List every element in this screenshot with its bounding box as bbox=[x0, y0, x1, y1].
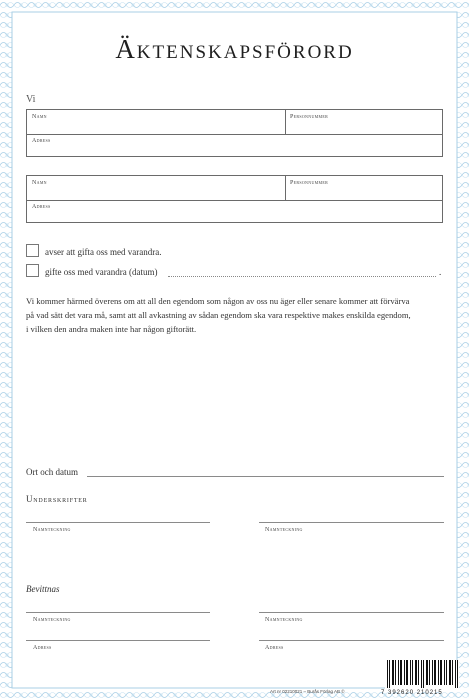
signature-line-right[interactable] bbox=[259, 522, 444, 523]
party1-address-field[interactable]: Adress bbox=[32, 138, 51, 144]
party2-box bbox=[26, 175, 443, 223]
article-number: Art nr 02210021 – Burås Förlag AB © bbox=[270, 689, 345, 694]
signature-line-left[interactable] bbox=[26, 522, 210, 523]
witness-address-label-right: Adress bbox=[265, 645, 284, 651]
option-married-label: gifte oss med varandra (datum) bbox=[45, 267, 158, 277]
witness-heading: Bevittnas bbox=[26, 584, 60, 594]
witness-address-line-right[interactable] bbox=[259, 640, 444, 641]
witness-signature-label-right: Namnteckning bbox=[265, 617, 303, 623]
place-date-line[interactable] bbox=[87, 476, 444, 477]
witness-address-line-left[interactable] bbox=[26, 640, 210, 641]
barcode bbox=[385, 660, 459, 692]
party2-address-field[interactable]: Adress bbox=[32, 204, 51, 210]
signature-label-left: Namnteckning bbox=[33, 527, 71, 533]
party1-name-field[interactable]: Namn bbox=[32, 114, 47, 120]
checkbox-intend-to-marry[interactable] bbox=[26, 244, 39, 257]
witness-address-label-left: Adress bbox=[33, 645, 52, 651]
party2-name-field[interactable]: Namn bbox=[32, 180, 47, 186]
agreement-text bbox=[26, 294, 444, 336]
agreement-line: på vad sätt det vara må, samt att all avkastning av sådan egendom ska vara respektive makes enskilda egendom, bbox=[26, 310, 411, 320]
option-end-period: . bbox=[439, 267, 442, 277]
document-title: Äktenskapsförord bbox=[115, 34, 354, 64]
signatures-heading: Underskrifter bbox=[26, 494, 88, 504]
place-date-label: Ort och datum bbox=[26, 467, 78, 477]
agreement-line: i vilken den andra maken inte har någon giftorätt. bbox=[26, 324, 197, 334]
party2-personnummer-field[interactable]: Personnummer bbox=[290, 180, 329, 186]
option-intend-to-marry-label: avser att gifta oss med varandra. bbox=[45, 247, 162, 257]
party1-box bbox=[26, 109, 443, 157]
witness-signature-line-right[interactable] bbox=[259, 612, 444, 613]
signature-label-right: Namnteckning bbox=[265, 527, 303, 533]
witness-signature-label-left: Namnteckning bbox=[33, 617, 71, 623]
agreement-line: Vi kommer härmed överens om att all den egendom som någon av oss nu äger eller senare kommer att förvärva bbox=[26, 296, 410, 306]
marriage-date-line[interactable] bbox=[168, 276, 436, 277]
witness-signature-line-left[interactable] bbox=[26, 612, 210, 613]
party1-personnummer-field[interactable]: Personnummer bbox=[290, 114, 329, 120]
vi-label: Vi bbox=[26, 94, 36, 105]
barcode-number: 7 392620 210215 bbox=[381, 690, 443, 696]
checkbox-married[interactable] bbox=[26, 264, 39, 277]
